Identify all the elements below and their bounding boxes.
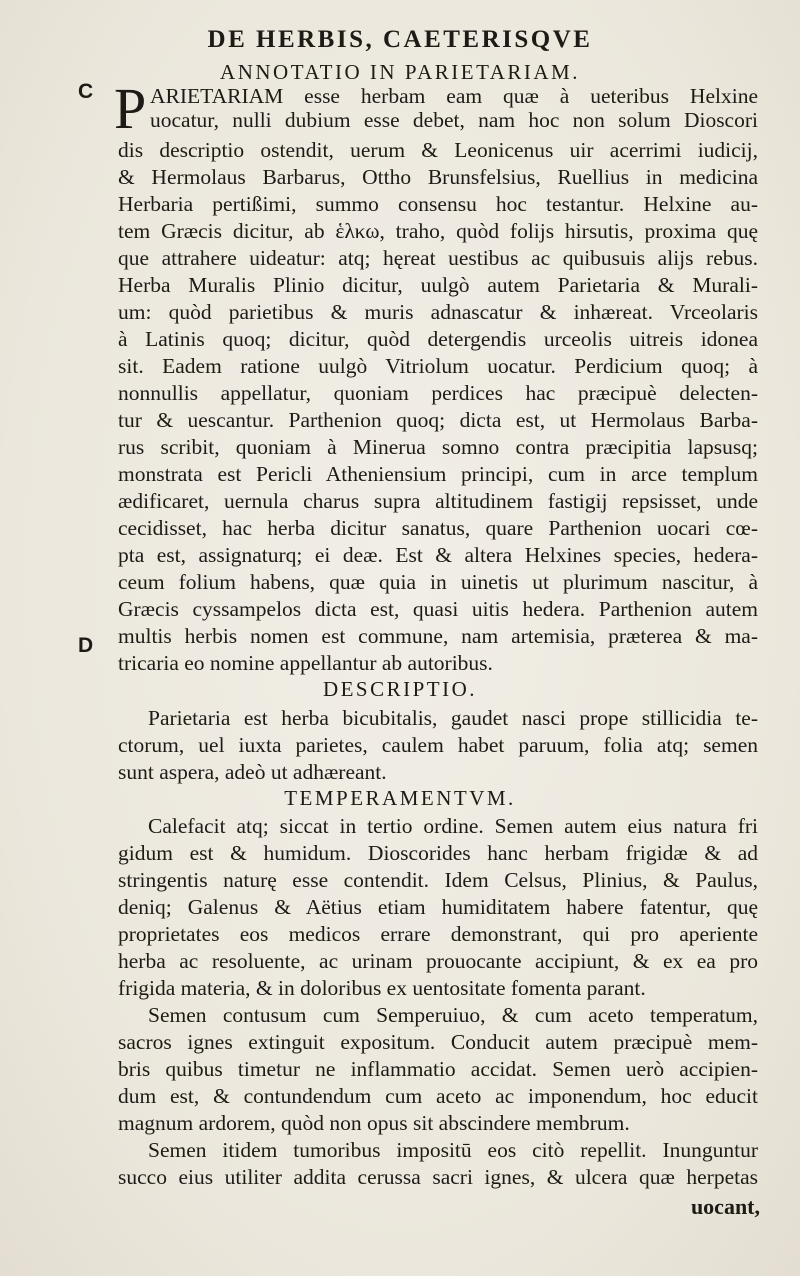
text-line: tur & uescantur. Parthenion quoq; dicta est, ut Hermolaus Barba- [118,408,758,432]
text-line: Græcis cyssampelos dicta est, quasi uitis hedera. Parthenion autem [118,597,758,621]
text-line: multis herbis nomen est commune, nam artemisia, præterea & ma- [118,624,758,648]
text-line: Calefacit atq; siccat in tertio ordine. Semen autem eius natura fri [148,814,758,838]
text-line: ARIETARIAM esse herbam eam quæ à ueteribus Helxine [150,84,758,108]
text-line: monstrata est Pericli Atheniensium principi, cum in arce templum [118,462,758,486]
section-heading-descriptio: DESCRIPTIO. [322,677,478,701]
text-line: Herbaria pertißimi, summo consensu hoc testantur. Helxine au- [118,192,758,216]
text-line: stringentis naturę esse contendit. Idem Celsus, Plinius, & Paulus, [118,868,758,892]
text-line: proprietates eos medicos errare demonstrant, qui pro aperiente [118,922,758,946]
text-line: frigida materia, & in doloribus ex uentositate fomenta parant. [118,976,646,1000]
section-heading-temperamentum: TEMPERAMENTVM. [284,786,516,810]
text-line: sit. Eadem ratione uulgò Vitriolum uocatur. Perdicium quoq; à [118,354,758,378]
text-line: uocatur, nulli dubium esse debet, nam hoc non solum Dioscori [150,108,758,132]
text-line: herba ac resoluente, ac urinam prouocante accipiunt, & ex ea pro [118,949,758,973]
text-line: cecidisset, hac herba dicitur sanatus, quare Parthenion uocari cœ- [118,516,758,540]
text-line: rus scribit, quoniam à Minerua somno contra præcipitia lapsusq; [118,435,758,459]
text-line: Semen contusum cum Semperuiuo, & cum aceto temperatum, [148,1003,758,1027]
text-line: bris quibus timetur ne inflammatio accidat. Semen uerò accipien- [118,1057,758,1081]
text-line: Parietaria est herba bicubitalis, gaudet nasci prope stillicidia te- [148,706,758,730]
text-line: que attrahere uideatur: atq; hęreat uestibus ac quibusuis alijs rebus. [118,246,758,270]
text-line: deniq; Galenus & Aëtius etiam humiditatem habere fatentur, quę [118,895,758,919]
text-line: um: quòd parietibus & muris adnascatur & inhæreat. Vrceolaris [118,300,758,324]
text-line: dum est, & contundendum cum aceto ac imponendum, hoc educit [118,1084,758,1108]
text-line: nonnullis appellatur, quoniam perdices hac præcipuè delecten- [118,381,758,405]
running-head: DE HERBIS, CAETERISQVE [207,26,593,53]
text-line: gidum est & humidum. Dioscorides hanc herbam frigidæ & ad [118,841,758,865]
catchword: uocant, [690,1194,760,1219]
section-heading-annotatio: ANNOTATIO IN PARIETARIAM. [220,60,580,84]
text-line: ceum folium habens, quæ quia in uinetis ut plurimum nascitur, à [118,570,758,594]
text-line: succo eius utiliter addita cerussa sacri ignes, & ulcera quæ herpetas [118,1165,758,1189]
margin-letter-d: D [78,634,94,657]
text-line: pta est, assignaturq; ei deæ. Est & altera Helxines species, hedera- [118,543,758,567]
text-line: tricaria eo nomine appellantur ab autoribus. [118,651,493,675]
text-line: & Hermolaus Barbarus, Ottho Brunsfelsius, Ruellius in medicina [118,165,758,189]
text-line: Herba Muralis Plinio dicitur, uulgò autem Parietaria & Murali- [118,273,758,297]
text-line: ctorum, uel iuxta parietes, caulem habet paruum, folia atq; semen [118,733,758,757]
text-line: tem Græcis dicitur, ab ἑλκω, traho, quòd folijs hirsutis, proxima quę [118,219,758,243]
drop-cap: P [114,76,147,141]
text-line: magnum ardorem, quòd non opus sit abscindere membrum. [118,1111,630,1135]
text-line: sunt aspera, adeò ut adhæreant. [118,760,387,784]
text-line: dis descriptio ostendit, uerum & Leonicenus uir acerrimi iudicij, [118,138,758,162]
text-line: Semen itidem tumoribus impositū eos citò repellit. Inunguntur [148,1138,758,1162]
text-line: ædificaret, uernula charus supra altitudinem fastigij repsisset, unde [118,489,758,513]
text-line: à Latinis quoq; dicitur, quòd detergendis urceolis uitreis idonea [118,327,758,351]
text-line: sacros ignes extinguit expositum. Conducit autem præcipuè mem- [118,1030,758,1054]
margin-letter-c: C [78,80,94,103]
